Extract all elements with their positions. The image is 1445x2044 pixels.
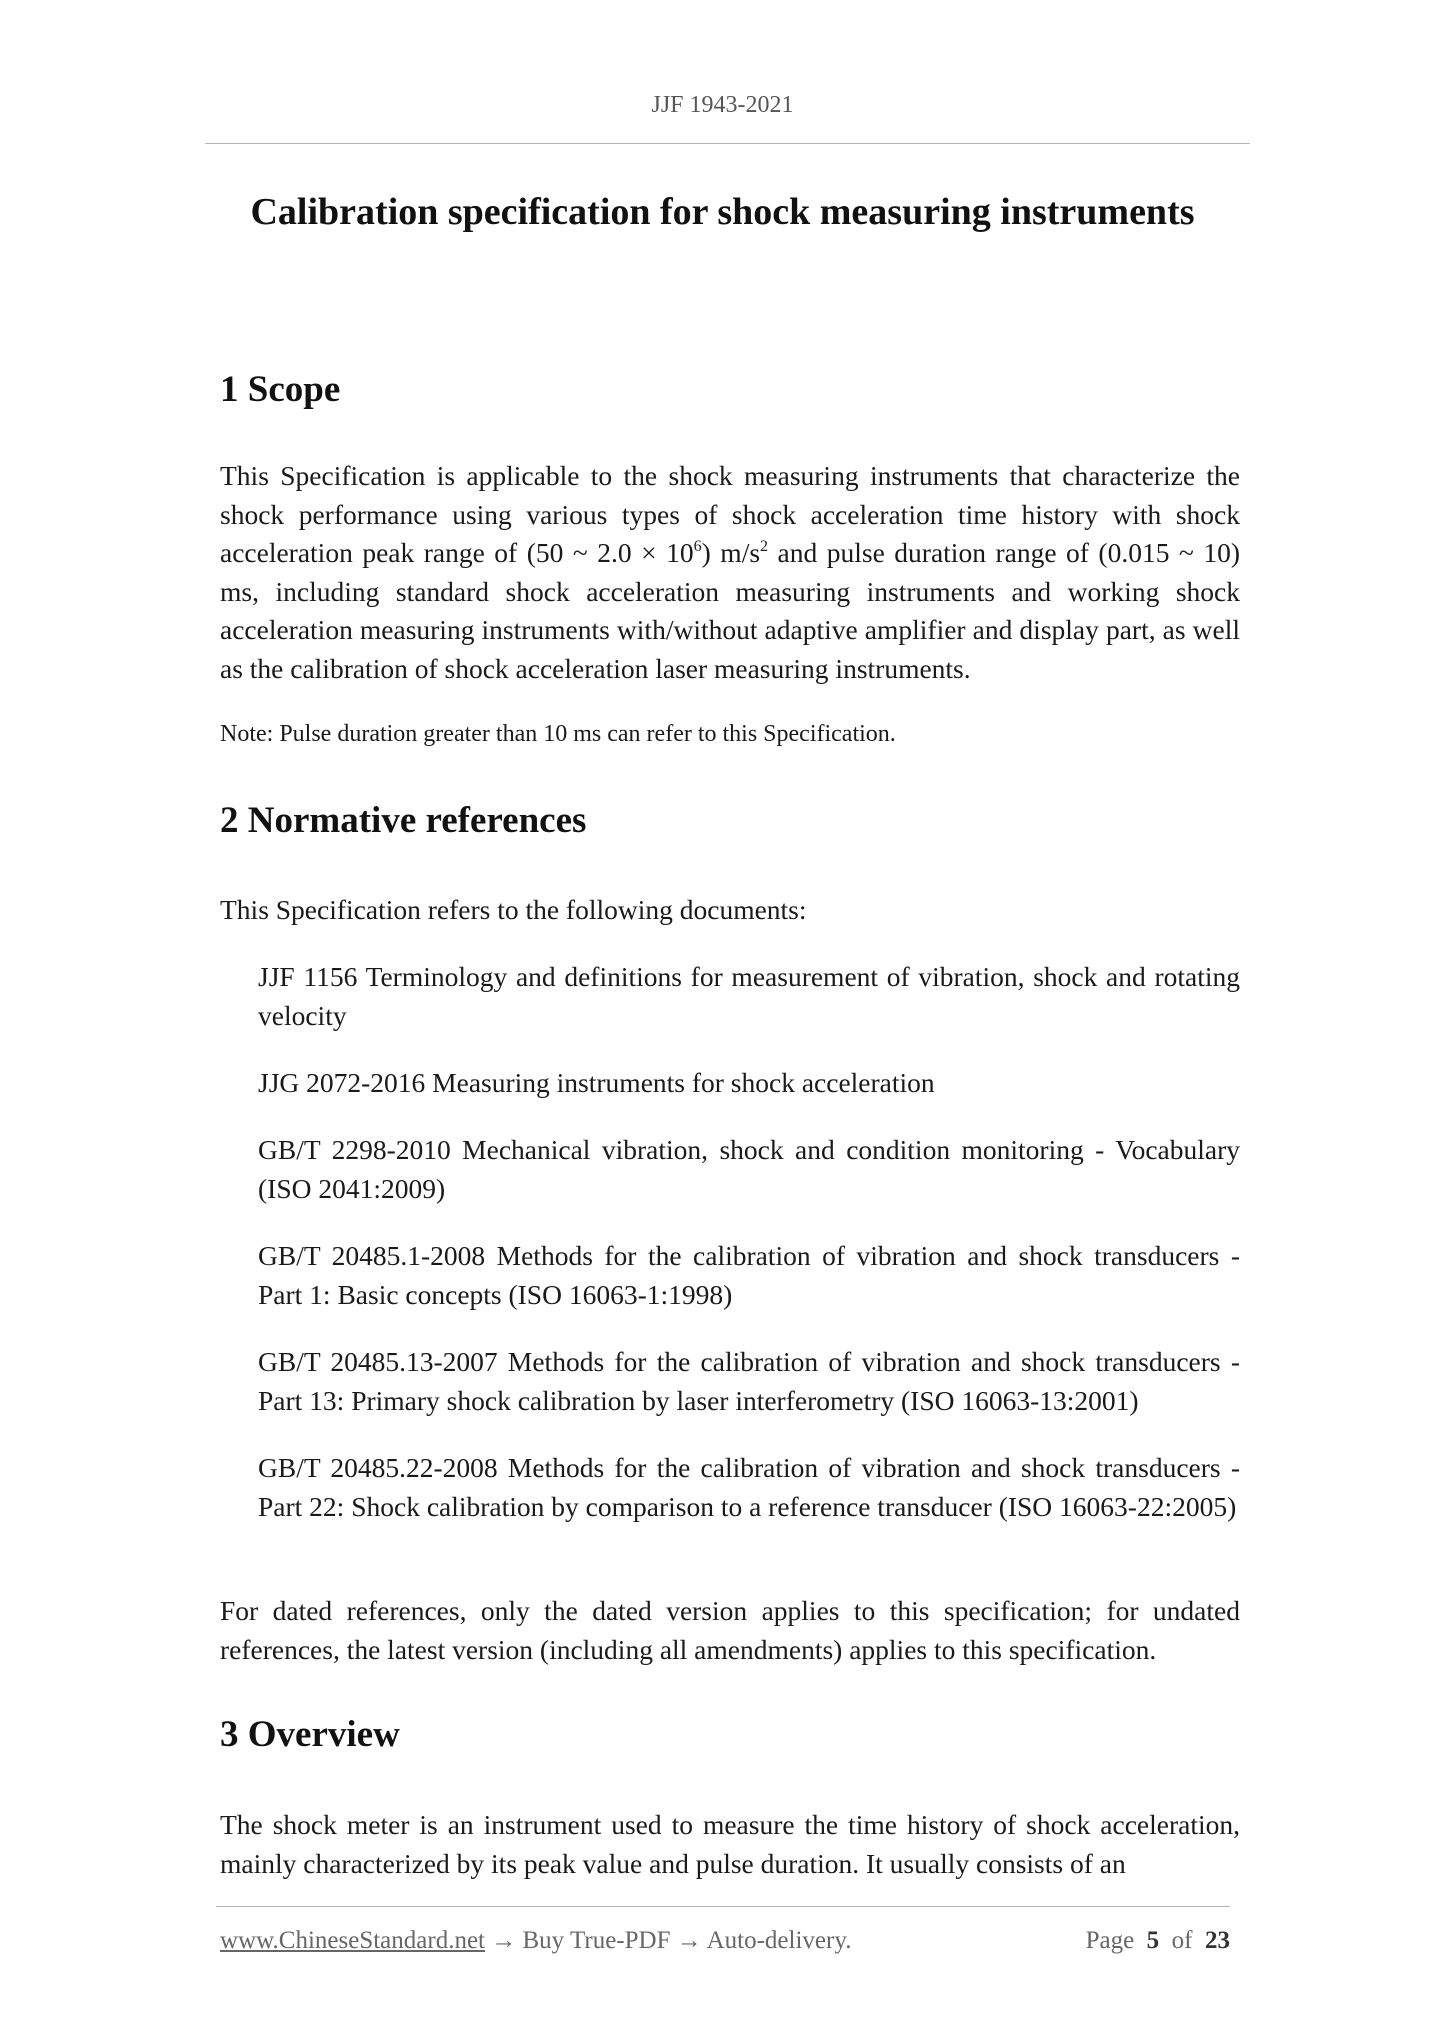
footer-divider (216, 1906, 1230, 1907)
exponent-superscript: 6 (693, 537, 702, 555)
normative-intro: This Specification refers to the following documents: (220, 894, 807, 925)
website-link[interactable]: www.ChineseStandard.net (220, 1927, 485, 1954)
section-heading-overview: 3 Overview (220, 1714, 400, 1755)
reference-item: JJF 1156 Terminology and definitions for measurement of vibration, shock and rotating velocity (258, 961, 1240, 1031)
scope-text-part-1: This Specification is applicable to the shock measuring instruments that characterize the shock performance using various types of shock acceleration time history with shock acceleration peak range of (50 ~ 2.0 × 10 (220, 460, 1240, 568)
page-footer (220, 1927, 1230, 1961)
reference-item: JJG 2072-2016 Measuring instruments for shock acceleration (258, 1067, 935, 1098)
of-label: of (1171, 1927, 1193, 1954)
current-page-number: 5 (1146, 1927, 1160, 1954)
unit-superscript: 2 (760, 537, 769, 555)
arrow-right-icon: → (491, 1927, 517, 1954)
buy-true-pdf-text: Buy True-PDF (522, 1927, 671, 1954)
reference-item: GB/T 2298-2010 Mechanical vibration, shock and condition monitoring - Vocabulary (ISO 2041:2009) (258, 1134, 1240, 1204)
normative-closing: For dated references, only the dated version applies to this specification; for undated references, the latest version (including all amendments) applies to this specification. (220, 1595, 1240, 1665)
header-divider (205, 143, 1250, 144)
document-title: Calibration specification for shock measuring instruments (250, 191, 1195, 233)
total-pages-number: 23 (1205, 1927, 1230, 1954)
page-label: Page (1085, 1927, 1135, 1954)
arrow-right-icon: → (676, 1927, 702, 1954)
auto-delivery-text: Auto-delivery. (706, 1927, 852, 1954)
scope-note: Note: Pulse duration greater than 10 ms can refer to this Specification. (220, 721, 896, 747)
document-code-header: JJF 1943-2021 (651, 92, 794, 118)
section-heading-normative-references: 2 Normative references (220, 800, 587, 841)
reference-item: GB/T 20485.22-2008 Methods for the calibration of vibration and shock transducers - Part 22: Shock calibration by comparison to a reference transducer (ISO 16063-22:2005) (258, 1452, 1240, 1522)
scope-paragraph (220, 457, 1240, 688)
section-heading-scope: 1 Scope (220, 369, 341, 410)
reference-item: GB/T 20485.1-2008 Methods for the calibration of vibration and shock transducers - Part 1: Basic concepts (ISO 16063-1:1998) (258, 1240, 1240, 1310)
scope-text-part-2: ) m/s (701, 537, 761, 568)
footer-links (220, 1927, 851, 1955)
scope-text-part-3: and pulse duration range of (0.015 ~ 10) ms, including standard shock acceleration measuring instruments and working shock acceleration measuring instruments with/without adaptive amplifier and display part, as well as the calibration of shock acceleration laser measuring instruments. (220, 537, 1241, 684)
overview-paragraph: The shock meter is an instrument used to measure the time history of shock acceleration, mainly characterized by its peak value and pulse duration. It usually consists of an (220, 1809, 1240, 1879)
page-indicator (1086, 1927, 1230, 1955)
reference-item: GB/T 20485.13-2007 Methods for the calibration of vibration and shock transducers - Part 13: Primary shock calibration by laser interferometry (ISO 16063-13:2001) (258, 1346, 1240, 1416)
